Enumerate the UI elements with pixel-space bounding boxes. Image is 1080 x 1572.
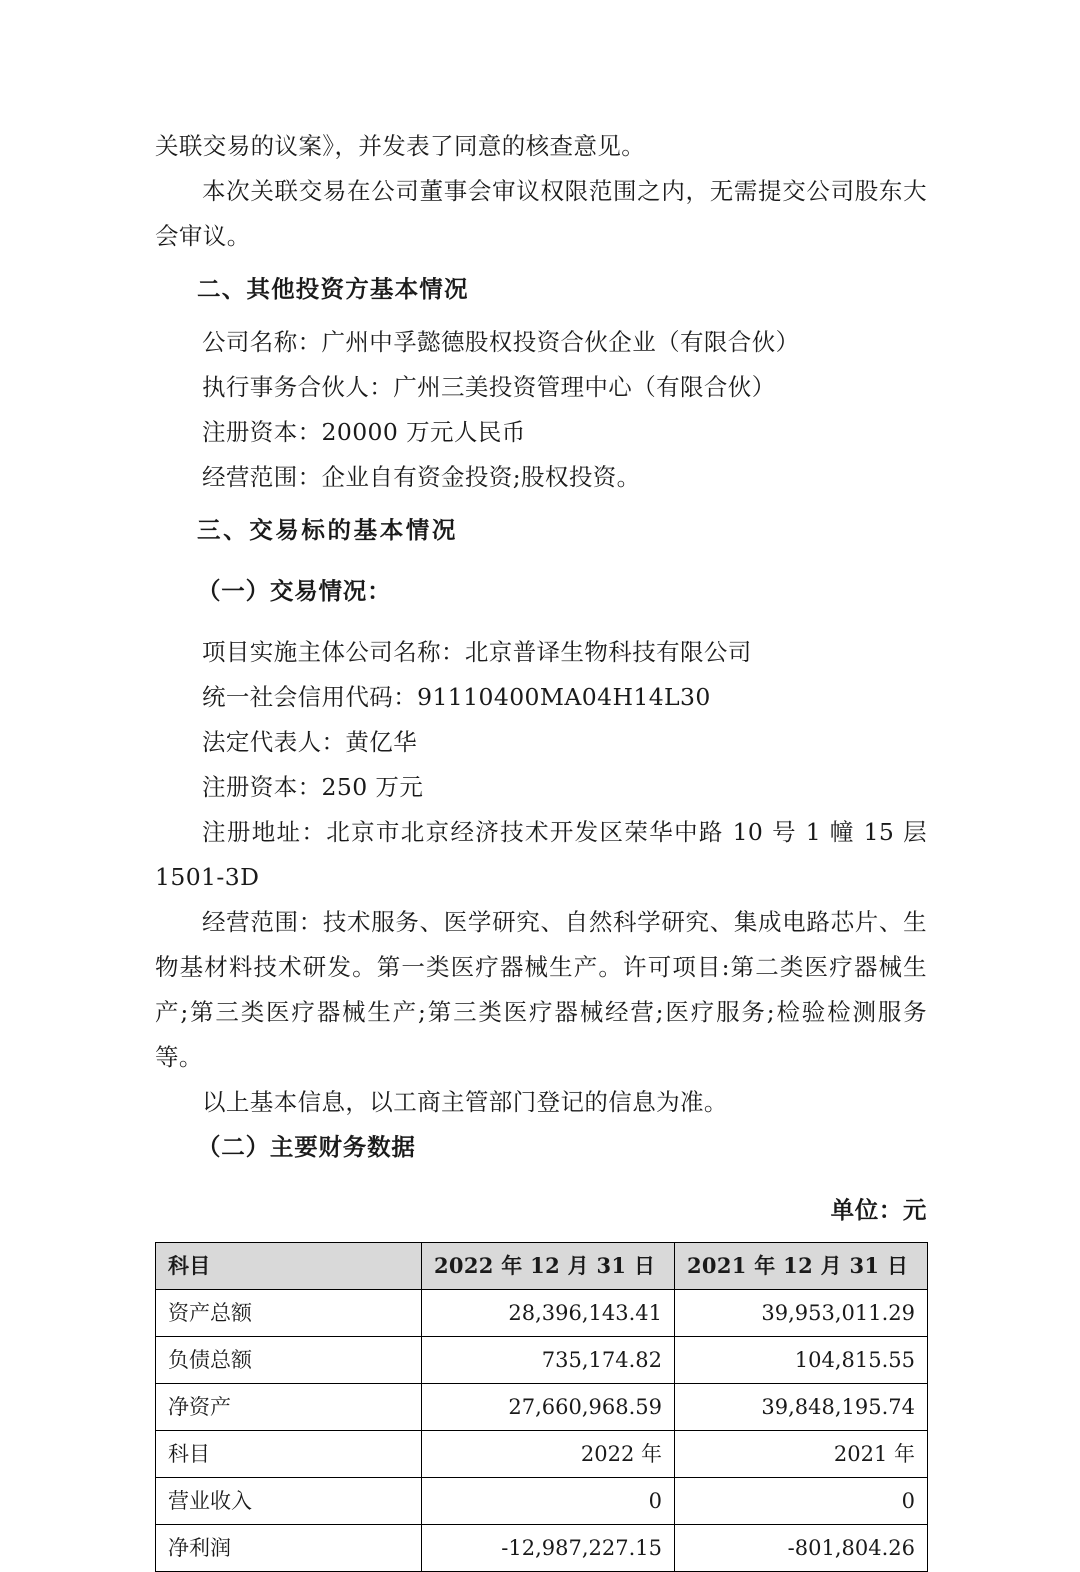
spacer xyxy=(155,553,927,569)
table-row xyxy=(156,1384,928,1431)
section-heading-three: 三、交易标的基本情况 xyxy=(197,516,458,544)
spacer xyxy=(155,259,927,267)
field-target-company-name: 项目实施主体公司名称：北京普译生物科技有限公司 xyxy=(202,638,752,666)
column-header-2022: 2022 年 12 月 31 日 xyxy=(422,1243,675,1290)
cell-value-2021: 39,848,195.74 xyxy=(675,1384,928,1431)
field-other-investor-company-name: 公司名称：广州中孚懿德股权投资合伙企业（有限合伙） xyxy=(202,328,800,356)
table-unit-label: 单位：元 xyxy=(830,1196,927,1224)
row-label: 净资产 xyxy=(156,1384,422,1431)
cell-value-2022: 28,396,143.41 xyxy=(422,1290,675,1337)
field-other-investor-registered-capital: 注册资本：20000 万元人民币 xyxy=(202,418,526,446)
spacer xyxy=(155,1170,927,1190)
column-header-item: 科目 xyxy=(156,1243,422,1290)
paragraph-registry-disclaimer: 以上基本信息，以工商主管部门登记的信息为准。 xyxy=(202,1088,728,1116)
paragraph-verification-opinion: 关联交易的议案》，并发表了同意的核查意见。 xyxy=(155,132,646,160)
spacer xyxy=(155,500,927,508)
row-label: 科目 xyxy=(156,1431,422,1478)
cell-value-2022: -12,987,227.15 xyxy=(422,1525,675,1572)
table-row xyxy=(156,1525,928,1572)
table-row xyxy=(156,1290,928,1337)
subsection-heading-one: （一）交易情况： xyxy=(197,577,392,605)
paragraph-target-business-scope: 经营范围：技术服务、医学研究、自然科学研究、集成电路芯片、生物基材料技术研发。第一类医疗器械生产。许可项目:第二类医疗器械生产;第三类医疗器械生产;第三类医疗器械经营;医疗服务;检验检测服务等。 xyxy=(155,908,927,1071)
spacer xyxy=(155,312,927,320)
table-header-row xyxy=(156,1243,928,1290)
cell-value-2022: 27,660,968.59 xyxy=(422,1384,675,1431)
row-label: 资产总额 xyxy=(156,1290,422,1337)
field-legal-representative: 法定代表人：黄亿华 xyxy=(202,728,418,756)
field-other-investor-executive-partner: 执行事务合伙人：广州三美投资管理中心（有限合伙） xyxy=(202,373,776,401)
column-header-2021: 2021 年 12 月 31 日 xyxy=(675,1243,928,1290)
row-label: 营业收入 xyxy=(156,1478,422,1525)
table-row xyxy=(156,1478,928,1525)
paragraph-board-authority: 本次关联交易在公司董事会审议权限范围之内，无需提交公司股东大会审议。 xyxy=(155,177,927,250)
cell-value-2022: 735,174.82 xyxy=(422,1337,675,1384)
financial-data-table xyxy=(155,1242,928,1572)
subsection-heading-two: （二）主要财务数据 xyxy=(197,1133,416,1161)
row-label: 负债总额 xyxy=(156,1337,422,1384)
field-registered-address: 注册地址：北京市北京经济技术开发区荣华中路 10 号 1 幢 15 层 1501-3D xyxy=(155,818,927,891)
section-heading-two: 二、其他投资方基本情况 xyxy=(197,275,469,303)
spacer xyxy=(155,614,927,630)
table-row xyxy=(156,1431,928,1478)
table-row xyxy=(156,1337,928,1384)
cell-value-2021: 0 xyxy=(675,1478,928,1525)
cell-value-2021: 2021 年 xyxy=(675,1431,928,1478)
cell-value-2022: 0 xyxy=(422,1478,675,1525)
cell-value-2022: 2022 年 xyxy=(422,1431,675,1478)
field-target-registered-capital: 注册资本：250 万元 xyxy=(202,773,424,801)
page-content xyxy=(155,124,927,1572)
row-label: 净利润 xyxy=(156,1525,422,1572)
cell-value-2021: 39,953,011.29 xyxy=(675,1290,928,1337)
cell-value-2021: -801,804.26 xyxy=(675,1525,928,1572)
cell-value-2021: 104,815.55 xyxy=(675,1337,928,1384)
field-unified-credit-code: 统一社会信用代码：91110400MA04H14L30 xyxy=(202,683,711,711)
field-other-investor-business-scope: 经营范围：企业自有资金投资;股权投资。 xyxy=(202,463,641,491)
